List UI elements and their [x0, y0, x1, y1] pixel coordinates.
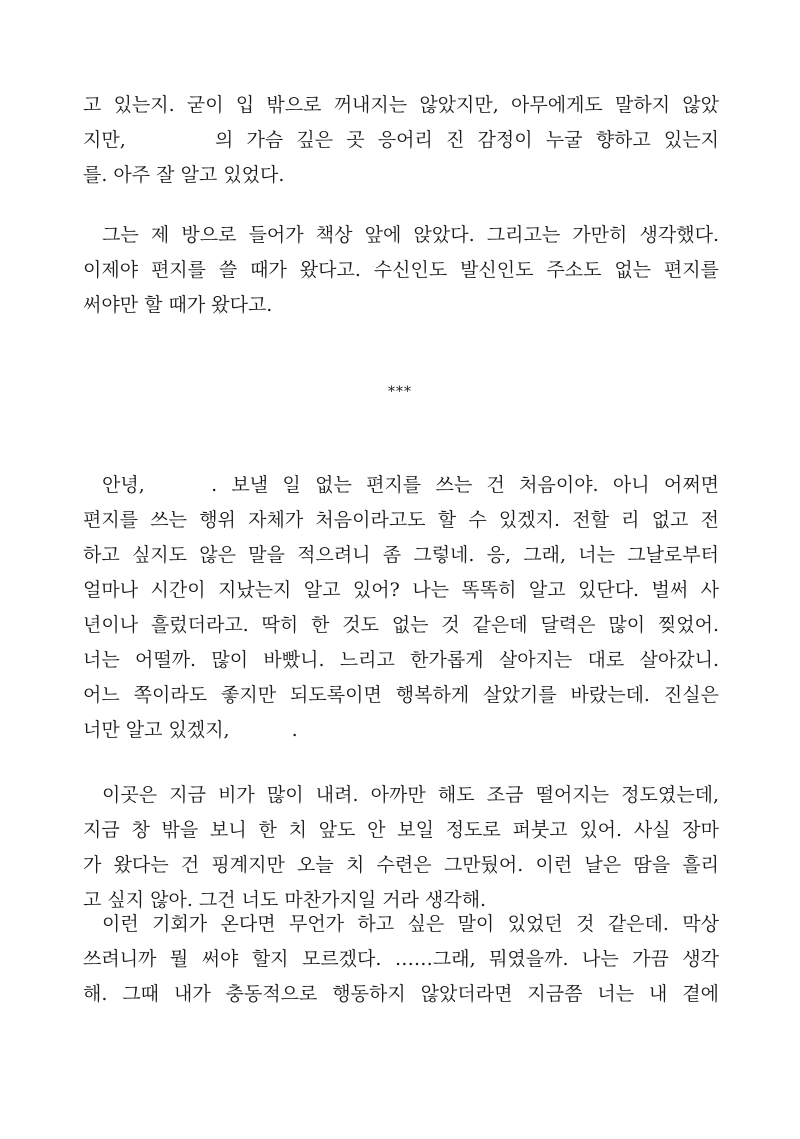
text-line: 해. 그때 내가 충동적으로 행동하지 않았더라면 지금쯤 너는 내 곁에	[83, 983, 719, 1005]
text-line: 이제야 편지를 쓸 때가 왔다고. 수신인도 발신인도 주소도 없는 편지를	[83, 259, 719, 281]
text-line: 이곳은 지금 비가 많이 내려. 아까만 해도 조금 떨어지는 정도였는데,	[102, 784, 719, 806]
text-segment: 너만 알고 있겠지,	[83, 719, 236, 741]
paragraph-4	[83, 778, 719, 918]
text-line: 지금 창 밖을 보니 한 치 앞도 안 보일 정도로 퍼붓고 있어. 사실 장마	[83, 819, 719, 841]
text-line: 년이나 흘렀더라고. 딱히 한 것도 없는 것 같은데 달력은 많이 찢었어.	[83, 614, 719, 636]
text-line: 를. 아주 잘 알고 있었다.	[83, 164, 285, 186]
text-line: 편지를 쓰는 행위 자체가 처음이라고도 할 수 있겠지. 전할 리 없고 전	[83, 509, 719, 531]
text-line	[83, 468, 719, 503]
paragraph-2	[83, 218, 719, 323]
text-line	[83, 713, 719, 748]
text-line: 가 왔다는 건 핑계지만 오늘 치 수련은 그만뒀어. 이런 날은 땀을 흘리	[83, 854, 719, 876]
text-line: 고 싶지 않아. 그건 너도 마찬가지일 거라 생각해.	[83, 889, 487, 911]
text-segment: 의 가슴 깊은 곳 응어리 진 감정이 누굴 향하고 있는지	[214, 129, 719, 151]
text-line: 쓰려니까 뭘 써야 할지 모르겠다. ……그래, 뭐였을까. 나는 가끔 생각	[83, 948, 719, 970]
text-line: 고 있는지. 굳이 입 밖으로 꺼내지는 않았지만, 아무에게도 말하지 않았	[83, 94, 719, 116]
paragraph-3	[83, 468, 719, 748]
text-line: 어느 쪽이라도 좋지만 되도록이면 행복하게 살았기를 바랐는데. 진실은	[83, 684, 719, 706]
text-segment: 지만,	[83, 129, 139, 151]
text-line: 얼마나 시간이 지났는지 알고 있어? 나는 똑똑히 알고 있단다. 벌써 사	[83, 579, 719, 601]
text-line: 그는 제 방으로 들어가 책상 앞에 앉았다. 그리고는 가만히 생각했다.	[102, 224, 719, 246]
text-segment: 안녕,	[102, 474, 160, 496]
text-line: 써야만 할 때가 왔다고.	[83, 294, 273, 316]
text-line: 너는 어떨까. 많이 바빴니. 느리고 한가롭게 살아지는 대로 살아갔니.	[83, 649, 719, 671]
text-segment: . 보낼 일 없는 편지를 쓰는 건 처음이야. 아니 어쩌면	[211, 474, 719, 496]
paragraph-1	[83, 88, 719, 193]
text-segment: .	[291, 719, 298, 741]
section-divider: ***	[388, 384, 412, 400]
text-line: 이런 기회가 온다면 무언가 하고 싶은 말이 있었던 것 같은데. 막상	[102, 913, 719, 935]
text-line: 하고 싶지도 않은 말을 적으려니 좀 그렇네. 응, 그래, 너는 그날로부터	[83, 544, 719, 566]
paragraph-5	[83, 907, 719, 1012]
text-line	[83, 123, 719, 158]
